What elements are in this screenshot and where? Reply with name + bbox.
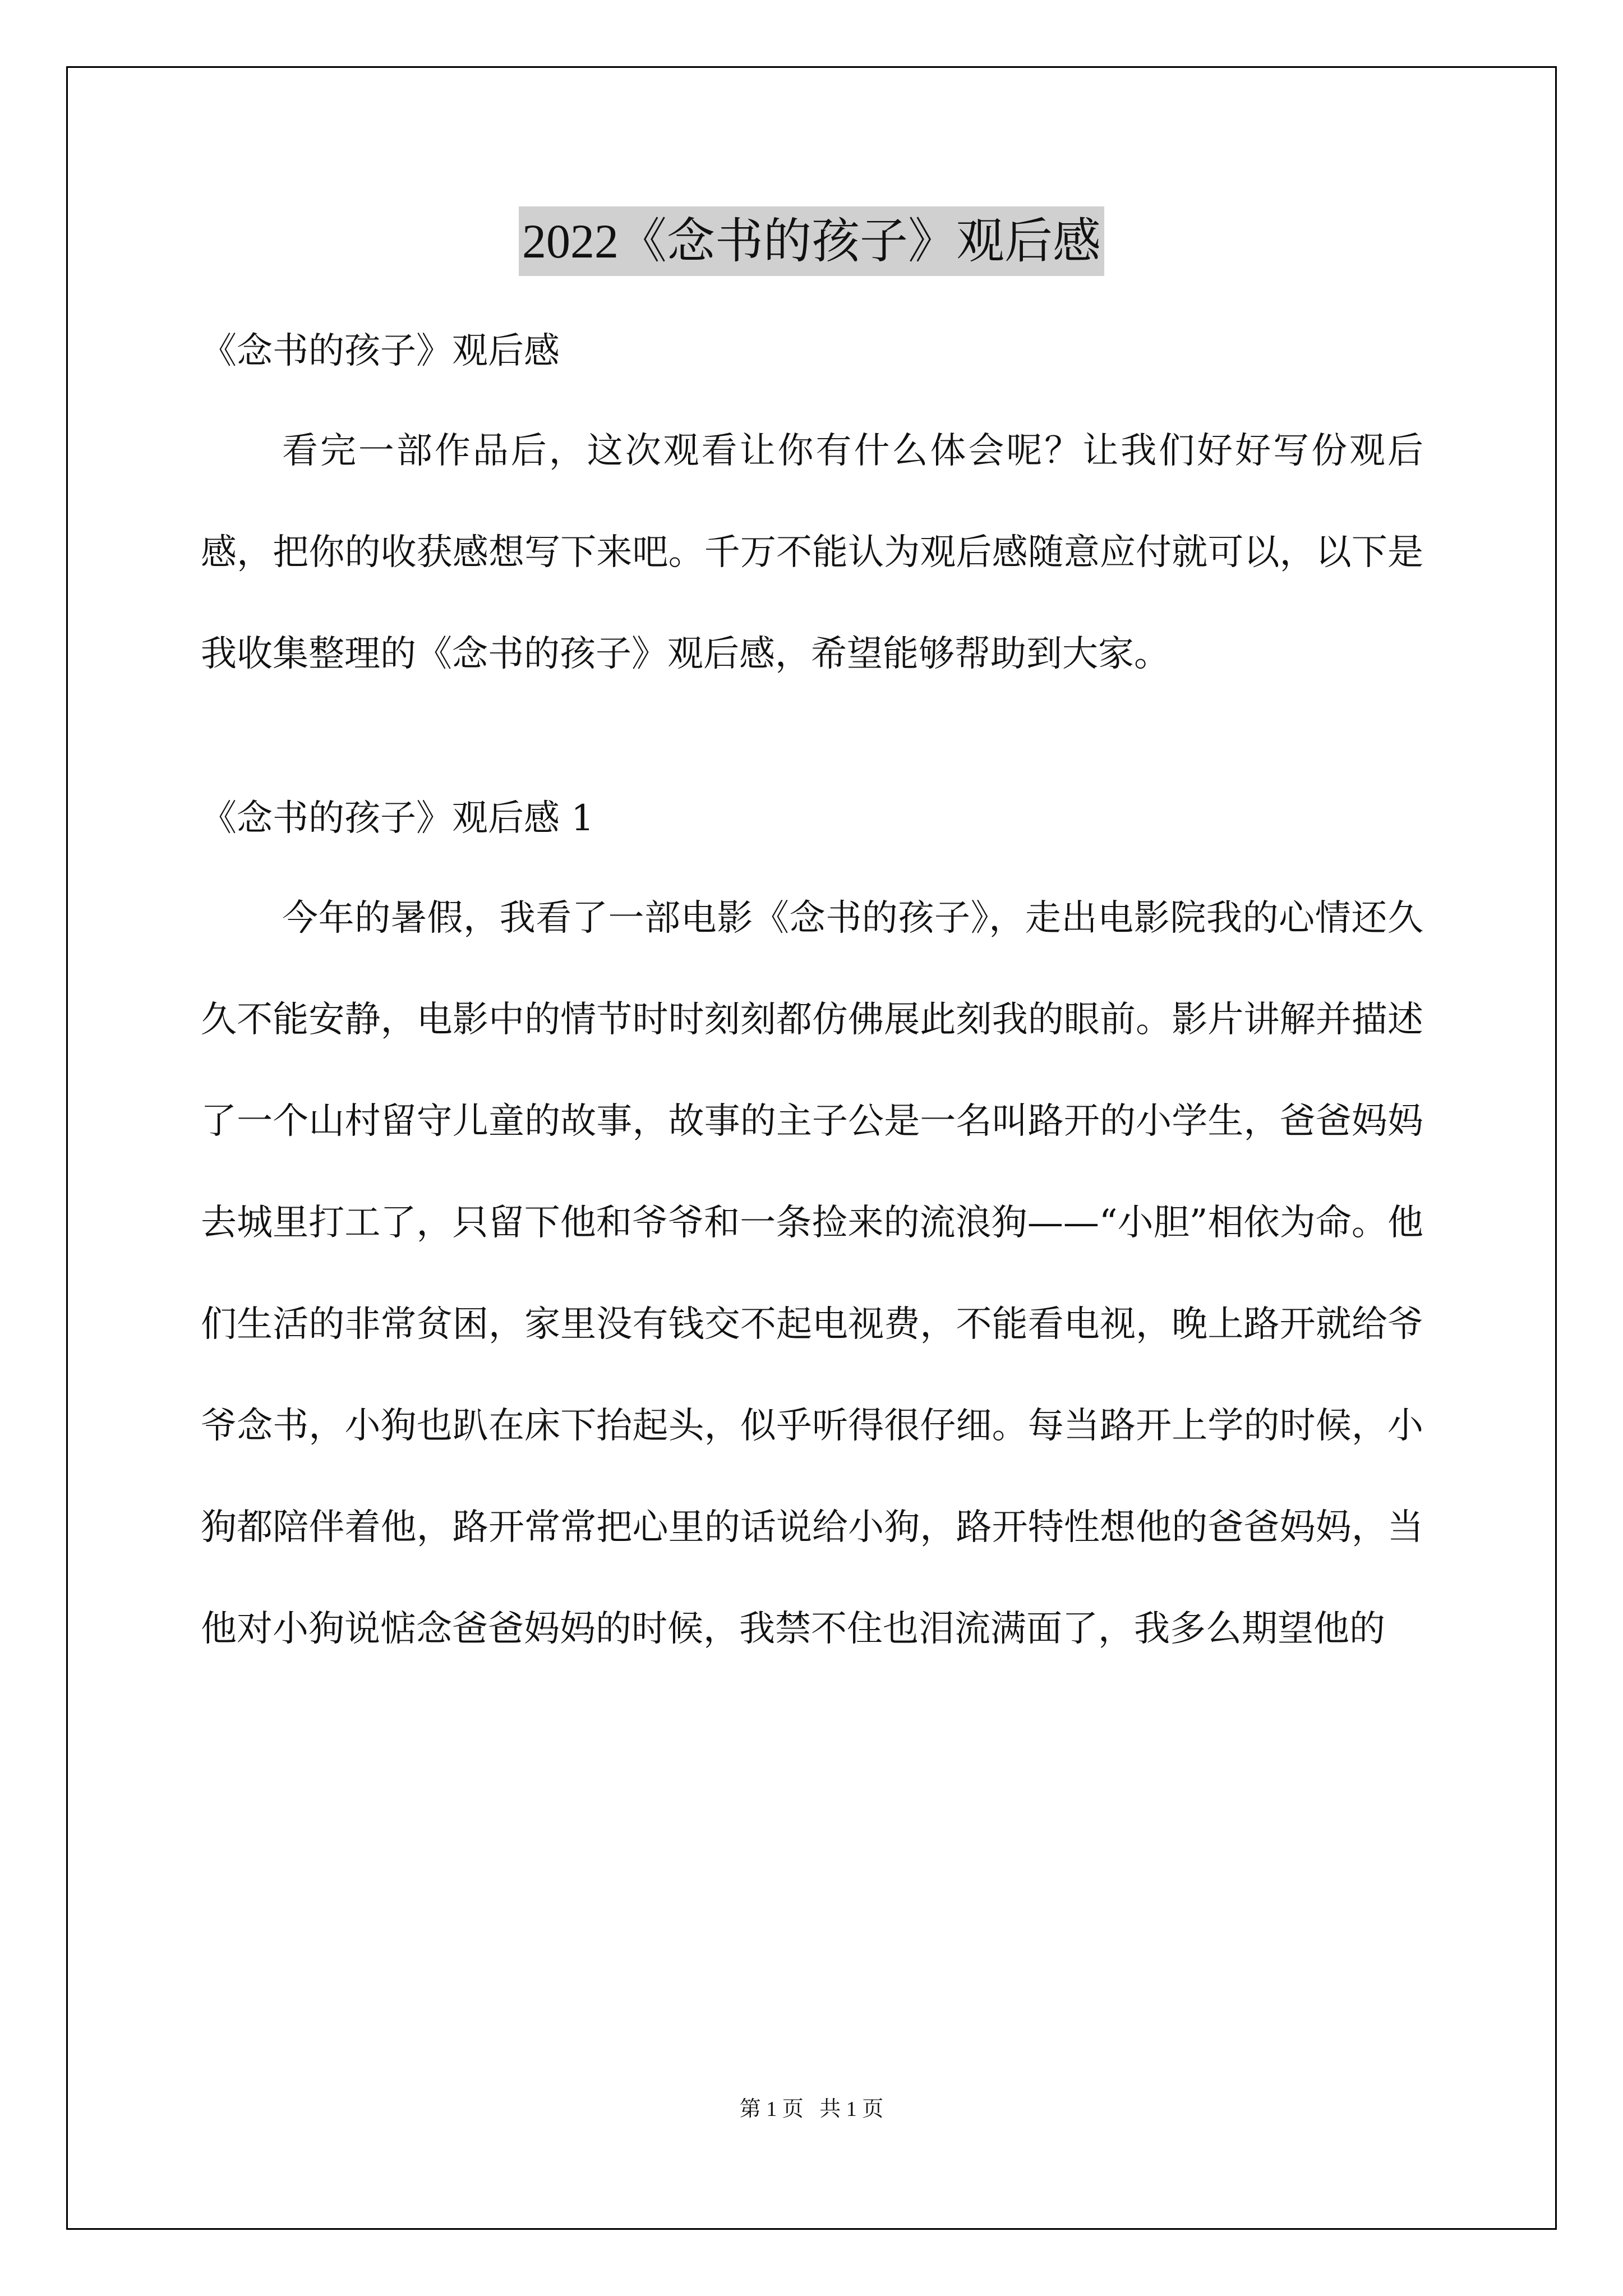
- page-footer: 第 1 页 共 1 页: [739, 2097, 884, 2121]
- document-body: [201, 310, 1423, 1680]
- section-1-paragraph: 今年的暑假，我看了一部电影《念书的孩子》，走出电影院我的心情还久久不能安静，电影中的情节时时刻刻都仿佛展此刻我的眼前。影片讲解并描述了一个山村留守儿童的故事，故事的主子公是一名叫路开的小学生，爸爸妈妈去城里打工了，只留下他和爷爷和一条捡来的流浪狗——“小胆”相依为命。他们生活的非常贫困，家里没有钱交不起电视费，不能看电视，晚上路开就给爷爷念书，小狗也趴在床下抬起头，似乎听得很仔细。每当路开上学的时候，小狗都陪伴着他，路开常常把心里的话说给小狗，路开特性想他的爸爸妈妈，当他对小狗说惦念爸爸妈妈的时候，我禁不住也泪流满面了，我多么期望他的: [201, 898, 1423, 1650]
- title-wrapper: [0, 206, 1623, 276]
- document-title: 2022《念书的孩子》观后感: [519, 206, 1104, 276]
- section-1-heading: 《念书的孩子》观后感 1: [201, 798, 594, 839]
- intro-heading: 《念书的孩子》观后感: [201, 330, 560, 372]
- section-spacer: [201, 705, 1423, 777]
- intro-paragraph: 看完一部作品后，这次观看让你有什么体会呢？让我们好好写份观后感，把你的收获感想写下来吧。千万不能认为观后感随意应付就可以，以下是我收集整理的《念书的孩子》观后感，希望能够帮助到大家。: [201, 430, 1423, 675]
